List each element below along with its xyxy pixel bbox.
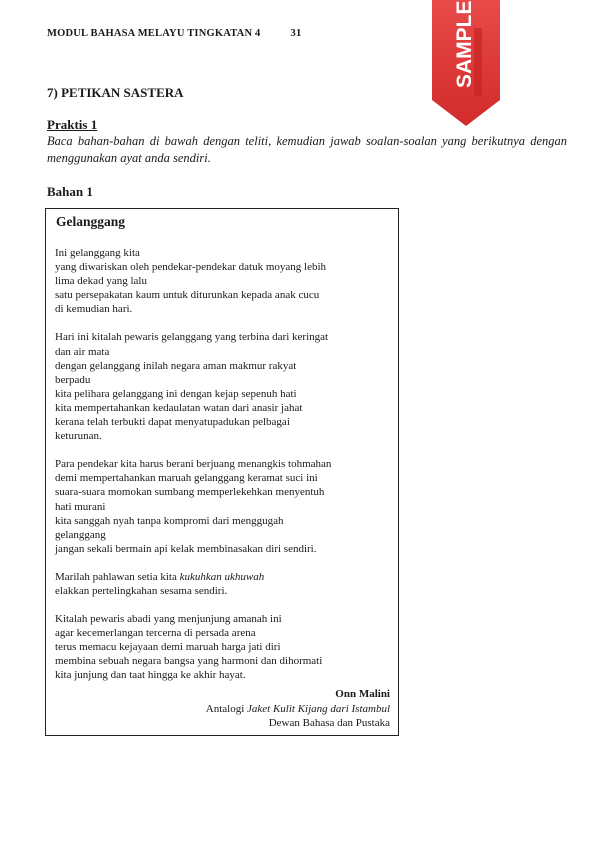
poem-line: kita junjung dan taat hingga ke akhir hayat. xyxy=(55,669,246,682)
stanza-3 xyxy=(55,457,390,556)
praktis-heading: Praktis 1 xyxy=(47,117,98,132)
instruction-text: Baca bahan-bahan di bawah dengan teliti, kemudian jawab soalan-soalan yang berikutnya dengan menggunakan ayat anda sendiri. xyxy=(47,134,567,165)
poem-line: demi mempertahankan maruah gelanggang keramat suci ini xyxy=(55,472,318,485)
poem-body xyxy=(55,246,390,697)
poem-line: keturunan. xyxy=(55,430,102,443)
stanza-5 xyxy=(55,612,390,682)
poem-line: kita pelihara gelanggang ini dengan kejap sepenuh hati xyxy=(55,387,297,400)
poem-line: hati murani xyxy=(55,500,106,513)
stanza-1 xyxy=(55,246,390,316)
bahan-label: Bahan 1 xyxy=(47,184,93,199)
stanza-2 xyxy=(55,330,390,443)
poem-line: berpadu xyxy=(55,373,91,386)
poem-line: elakkan pertelingkahan sesama sendiri. xyxy=(55,584,228,597)
poem-line: dengan gelanggang inilah negara aman makmur rakyat xyxy=(55,359,297,372)
poem-credits xyxy=(206,687,390,731)
poem-line: terus memacu kejayaan demi maruah harga jati diri xyxy=(55,641,281,654)
poem-line: membina sebuah negara bangsa yang harmoni dan dihormati xyxy=(55,655,323,668)
italic-phrase: kukuhkan ukhuwah xyxy=(179,570,265,583)
poem-line: Hari ini kitalah pewaris gelanggang yang terbina dari keringat xyxy=(55,331,329,344)
poem-line: Kitalah pewaris abadi yang menjunjung amanah ini xyxy=(55,613,282,626)
module-title: MODUL BAHASA MELAYU TINGKATAN 4 xyxy=(47,28,261,39)
stamp-text: SAMPLE xyxy=(453,0,476,88)
page-header xyxy=(47,28,301,39)
poem-author: Onn Malini xyxy=(335,688,390,700)
poem-title: Gelanggang xyxy=(56,214,126,229)
poem-line: Para pendekar kita harus berani berjuang menangkis tohmahan xyxy=(55,458,332,471)
anthology-title: Jaket Kulit Kijang dari Istambul xyxy=(247,702,390,715)
poem-line: gelanggang xyxy=(55,528,106,541)
section-title: 7) PETIKAN SASTERA xyxy=(47,85,184,100)
poem-box xyxy=(45,208,399,736)
anthology-prefix: Antalogi xyxy=(205,702,247,715)
poem-line: satu persepakatan kaum untuk diturunkan kepada anak cucu xyxy=(55,289,320,302)
poem-line: lima dekad yang lalu xyxy=(55,275,147,288)
poem-line: Ini gelanggang kita xyxy=(55,247,140,259)
anthology-line xyxy=(206,702,390,717)
publisher: Dewan Bahasa dan Pustaka xyxy=(268,717,390,729)
page-number: 31 xyxy=(290,28,302,39)
poem-line: di kemudian hari. xyxy=(55,303,133,316)
poem-line: agar kecemerlangan tercerna di persada arena xyxy=(55,627,256,640)
poem-line: jangan sekali bermain api kelak membinasakan diri sendiri. xyxy=(55,542,317,555)
poem-line: kita sanggah nyah tanpa kompromi dari menggugah xyxy=(55,514,284,527)
stanza-4 xyxy=(55,570,390,598)
sample-stamp-icon xyxy=(430,0,502,128)
poem-line: suara-suara momokan sumbang memperlekehkan menyentuh xyxy=(55,486,325,499)
poem-line: yang diwariskan oleh pendekar-pendekar datuk moyang lebih xyxy=(55,261,327,274)
poem-line: Marilah pahlawan setia kita kukuhkan ukhuwah xyxy=(55,570,265,583)
poem-line: dan air mata xyxy=(55,345,110,358)
poem-line: kita mempertahankan kedaulatan watan dari anasir jahat xyxy=(55,401,303,414)
poem-line: kerana telah terbukti dapat menyatupadukan pelbagai xyxy=(55,416,290,429)
